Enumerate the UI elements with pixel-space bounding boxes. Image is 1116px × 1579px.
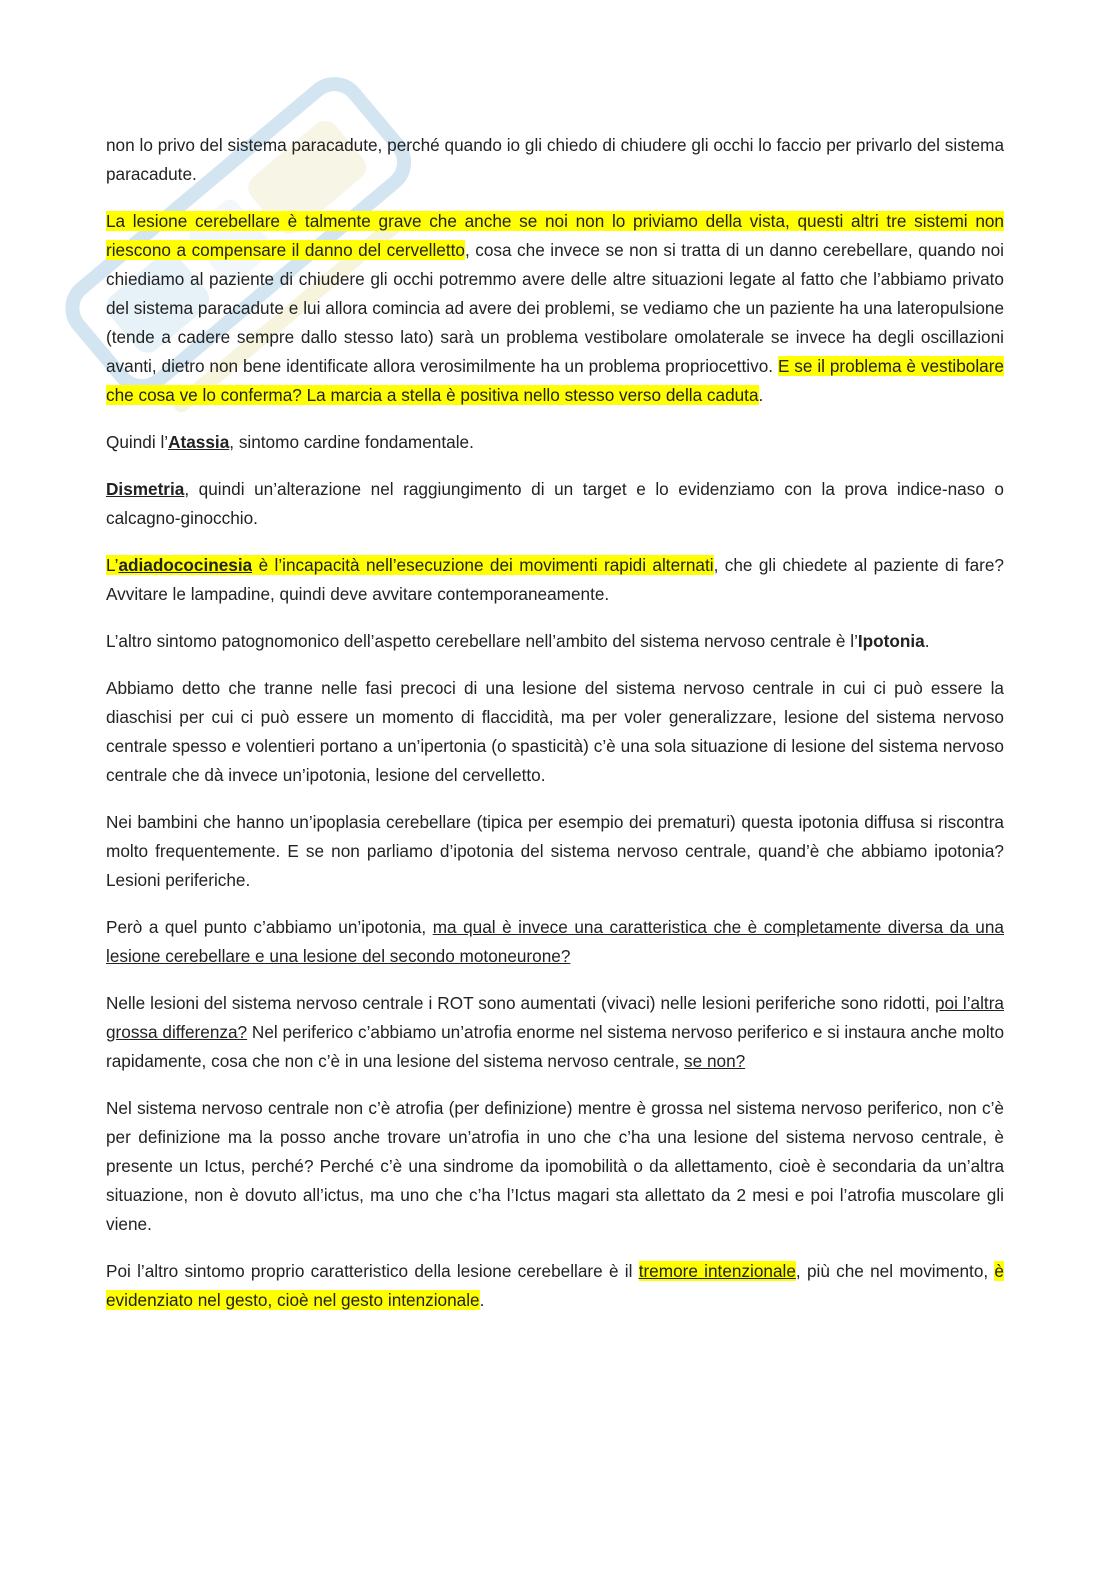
paragraph-8 bbox=[106, 808, 1004, 895]
text-run: non lo privo del sistema paracadute, perché quando io gli chiedo di chiudere gli occhi lo faccio per privarlo del sistema paracadute. bbox=[106, 135, 1004, 184]
highlighted-text: La lesione cerebellare è talmente grave che anche se noi non lo priviamo della vista, questi altri tre sistemi non riescono a compensare il danno del cervelletto bbox=[106, 211, 1004, 260]
paragraph-2 bbox=[106, 207, 1004, 410]
text-run: Nelle lesioni del sistema nervoso centrale i ROT sono aumentati (vivaci) nelle lesioni periferiche sono ridotti, bbox=[106, 993, 935, 1013]
document-page bbox=[106, 131, 1004, 1333]
term-tremore-intenzionale: tremore intenzionale bbox=[638, 1261, 796, 1281]
paragraph-3 bbox=[106, 428, 1004, 457]
paragraph-7 bbox=[106, 674, 1004, 790]
highlighted-text: è l’incapacità nell’esecuzione dei movimenti rapidi alternati bbox=[252, 555, 714, 575]
text-run: . bbox=[479, 1290, 485, 1310]
text-run: , sintomo cardine fondamentale. bbox=[229, 432, 474, 452]
term-dismetria: Dismetria bbox=[106, 479, 185, 499]
text-run: , cosa che invece se non si tratta di un danno cerebellare, quando noi chiediamo al paziente di chiudere gli occhi potremmo avere delle altre situazioni legate al fatto che l’abbiamo privato del sistema paracadute e lui allora comincia ad avere dei problemi, se vediamo che un paziente ha una lateropulsione (tende a cadere sempre dallo stesso lato) sarà un problema vestibolare omolaterale se invece ha degli oscillazioni avanti, dietro non bene identificate allora verosimilmente ha un problema propriocettivo. bbox=[106, 240, 1004, 376]
paragraph-11 bbox=[106, 1094, 1004, 1239]
highlighted-text: E se il problema è vestibolare che cosa ve lo conferma? La marcia a stella è positiva nello stesso verso della caduta bbox=[106, 356, 1004, 405]
text-run: Nel sistema nervoso centrale non c’è atrofia (per definizione) mentre è grossa nel sistema nervoso periferico, non c’è per definizione ma la posso anche trovare un’atrofia in uno che c’ha una lesione del sistema nervoso centrale, è presente un Ictus, perché? Perché c’è una sindrome da ipomobilità o da allettamento, cioè è secondaria da un’altra situazione, non è dovuto all’ictus, ma uno che c’ha l’Ictus magari sta allettato da 2 mesi e poi l’atrofia muscolare gli viene. bbox=[106, 1098, 1004, 1234]
text-run: L’altro sintomo patognomonico dell’aspetto cerebellare nell’ambito del sistema nervoso centrale è l’ bbox=[106, 631, 858, 651]
text-run: Abbiamo detto che tranne nelle fasi precoci di una lesione del sistema nervoso centrale in cui ci può essere la diaschisi per cui ci può essere un momento di flaccidità, ma per voler generalizzare, lesione del sistema nervoso centrale spesso e volentieri portano a un’ipertonia (o spasticità) c’è una sola situazione di lesione del sistema nervoso centrale che dà invece un’ipotonia, lesione del cervelletto. bbox=[106, 678, 1004, 785]
text-run: , quindi un’alterazione nel raggiungimento di un target e lo evidenziamo con la prova indice-naso o calcagno-ginocchio. bbox=[106, 479, 1004, 528]
paragraph-10 bbox=[106, 989, 1004, 1076]
text-run: Però a quel punto c’abbiamo un’ipotonia, bbox=[106, 917, 433, 937]
text-run: Quindi l’ bbox=[106, 432, 169, 452]
term-atassia: Atassia bbox=[168, 432, 230, 452]
underlined-text: poi l’altra grossa differenza? bbox=[106, 993, 1004, 1042]
term-adiadococinesia: adiadococinesia bbox=[118, 555, 253, 575]
paragraph-12 bbox=[106, 1257, 1004, 1315]
highlighted-text: L’ bbox=[106, 555, 119, 575]
text-run: . bbox=[758, 385, 764, 405]
paragraph-4 bbox=[106, 475, 1004, 533]
underlined-text: ma qual è invece una caratteristica che è completamente diversa da una lesione cerebellare e una lesione del secondo motoneurone? bbox=[106, 917, 1004, 966]
underlined-text: se non? bbox=[684, 1051, 746, 1071]
text-run: Nei bambini che hanno un’ipoplasia cerebellare (tipica per esempio dei prematuri) questa ipotonia diffusa si riscontra molto frequentemente. E se non parliamo d’ipotonia del sistema nervoso centrale, quand’è che abbiamo ipotonia? Lesioni periferiche. bbox=[106, 812, 1004, 890]
text-run: , che gli chiedete al paziente di fare? Avvitare le lampadine, quindi deve avvitare contemporaneamente. bbox=[106, 555, 1004, 604]
paragraph-5 bbox=[106, 551, 1004, 609]
paragraph-6 bbox=[106, 627, 1004, 656]
term-ipotonia: Ipotonia bbox=[857, 631, 925, 651]
paragraph-9 bbox=[106, 913, 1004, 971]
highlighted-text: è evidenziato nel gesto, cioè nel gesto intenzionale bbox=[106, 1261, 1004, 1310]
text-run: Nel periferico c’abbiamo un’atrofia enorme nel sistema nervoso periferico e si instaura anche molto rapidamente, cosa che non c’è in una lesione del sistema nervoso centrale, bbox=[106, 1022, 1005, 1071]
paragraph-1 bbox=[106, 131, 1004, 189]
text-run: Poi l’altro sintomo proprio caratteristico della lesione cerebellare è il bbox=[106, 1261, 639, 1281]
text-run: . bbox=[924, 631, 930, 651]
text-run: , più che nel movimento, bbox=[795, 1261, 995, 1281]
